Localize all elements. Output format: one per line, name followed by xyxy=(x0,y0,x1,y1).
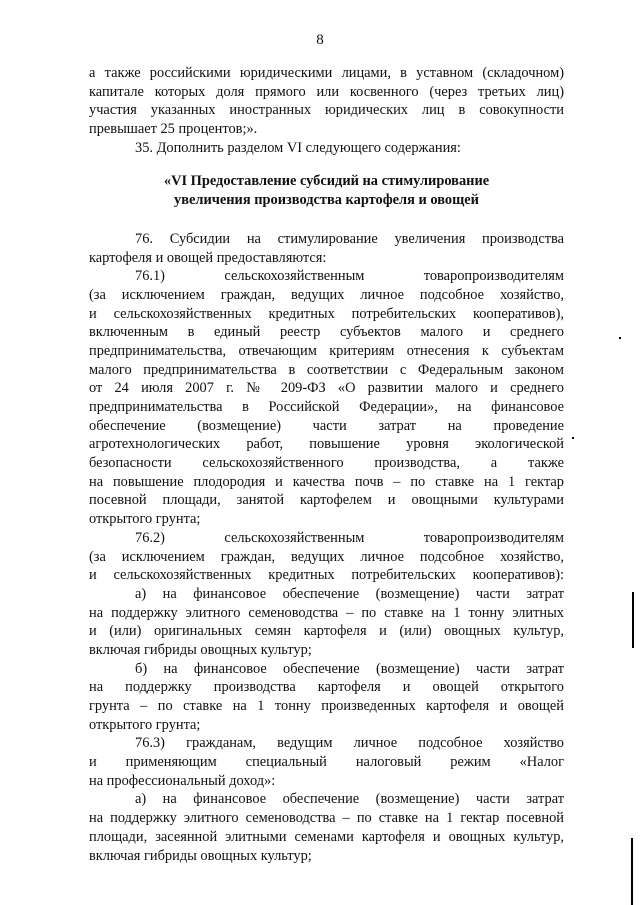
text-line: 76.2) сельскохозяйственным товаропроизводителям xyxy=(135,529,564,546)
scan-mark xyxy=(632,592,634,648)
text-line: б) на финансовое обеспечение (возмещение) части затрат xyxy=(135,660,564,677)
text-line: картофеля и овощей предоставляются: xyxy=(89,249,327,266)
text-line: открытого грунта; xyxy=(89,716,201,733)
text-line: посевной площади, занятой картофелем и овощными культурами xyxy=(89,492,564,509)
text-line: 76. Субсидии на стимулирование увеличения производства xyxy=(135,230,564,247)
text-line: предпринимательства в Российской Федерации», на финансовое xyxy=(89,399,564,415)
text-line: 76.3) гражданам, ведущим личное подсобное хозяйство xyxy=(135,735,564,752)
text-line: и применяющим специальный налоговый режим «Налог xyxy=(89,754,564,771)
text-line: на повышение плодородия и качества почв – по ставке на 1 гектар xyxy=(89,473,564,490)
scan-mark xyxy=(619,337,621,339)
text-line: а) на финансовое обеспечение (возмещение) части затрат xyxy=(135,585,564,602)
text-line: а) на финансовое обеспечение (возмещение) части затрат xyxy=(135,791,564,808)
text-line: включая гибриды овощных культур; xyxy=(89,641,312,658)
text-line: (за исключением граждан, ведущих личное подсобное хозяйство, xyxy=(89,548,564,565)
scan-mark xyxy=(572,437,574,439)
text-line: и (или) оригинальных семян картофеля и (или) овощных культур, xyxy=(89,623,564,640)
section-heading: увеличения производства картофеля и овощей xyxy=(174,192,479,209)
text-line: включая гибриды овощных культур; xyxy=(89,847,312,864)
section-heading: «VI Предоставление субсидий на стимулирование xyxy=(163,173,490,190)
text-line: безопасности сельскохозяйственного производства, а также xyxy=(89,455,564,472)
text-line: грунта – по ставке на 1 тонну произведенных картофеля и овощей xyxy=(89,698,564,714)
text-line: на поддержку производства картофеля и овощей открытого xyxy=(89,679,564,696)
text-line: а также российскими юридическими лицами, в уставном (складочном) xyxy=(89,65,564,81)
text-line: 76.1) сельскохозяйственным товаропроизводителям xyxy=(135,268,564,285)
page-number: 8 xyxy=(316,32,324,48)
text-line: предпринимательства, отвечающим критериям отнесения к субъектам xyxy=(89,342,564,359)
text-line: (за исключением граждан, ведущих личное подсобное хозяйство, xyxy=(89,286,564,303)
text-line: на профессиональный доход»: xyxy=(89,772,276,789)
text-line: включенным в единый реестр субъектов малого и среднего xyxy=(89,324,564,341)
text-line: от 24 июля 2007 г. № 209-ФЗ «О развитии малого и среднего xyxy=(89,380,564,397)
text-line: площади, засеянной элитными семенами картофеля и овощных культур, xyxy=(89,828,564,845)
text-line: на поддержку элитного семеноводства – по ставке на 1 тонну элитных xyxy=(89,604,564,621)
document-body xyxy=(89,64,564,865)
text-line: агротехнологических работ, повышение уровня экологической xyxy=(89,436,564,453)
text-line: малого предпринимательства в соответствии с Федеральным законом xyxy=(89,361,564,378)
text-line: превышает 25 процентов;». xyxy=(89,121,258,138)
text-line: участия указанных иностранных юридических лиц в совокупности xyxy=(89,102,564,119)
text-line: капитале которых доля прямого или косвенного (через третьих лиц) xyxy=(89,83,564,100)
scan-mark xyxy=(631,838,633,905)
text-line: и сельскохозяйственных кредитных потребительских кооперативов), xyxy=(89,305,564,322)
text-line: 35. Дополнить разделом VI следующего содержания: xyxy=(135,139,461,156)
text-line: на поддержку элитного семеноводства – по ставке на 1 гектар посевной xyxy=(89,810,564,827)
text-line: обеспечение (возмещение) части затрат на проведение xyxy=(89,417,564,434)
text-line: открытого грунта; xyxy=(89,511,201,528)
text-line: и сельскохозяйственных кредитных потребительских кооперативов): xyxy=(89,567,564,584)
